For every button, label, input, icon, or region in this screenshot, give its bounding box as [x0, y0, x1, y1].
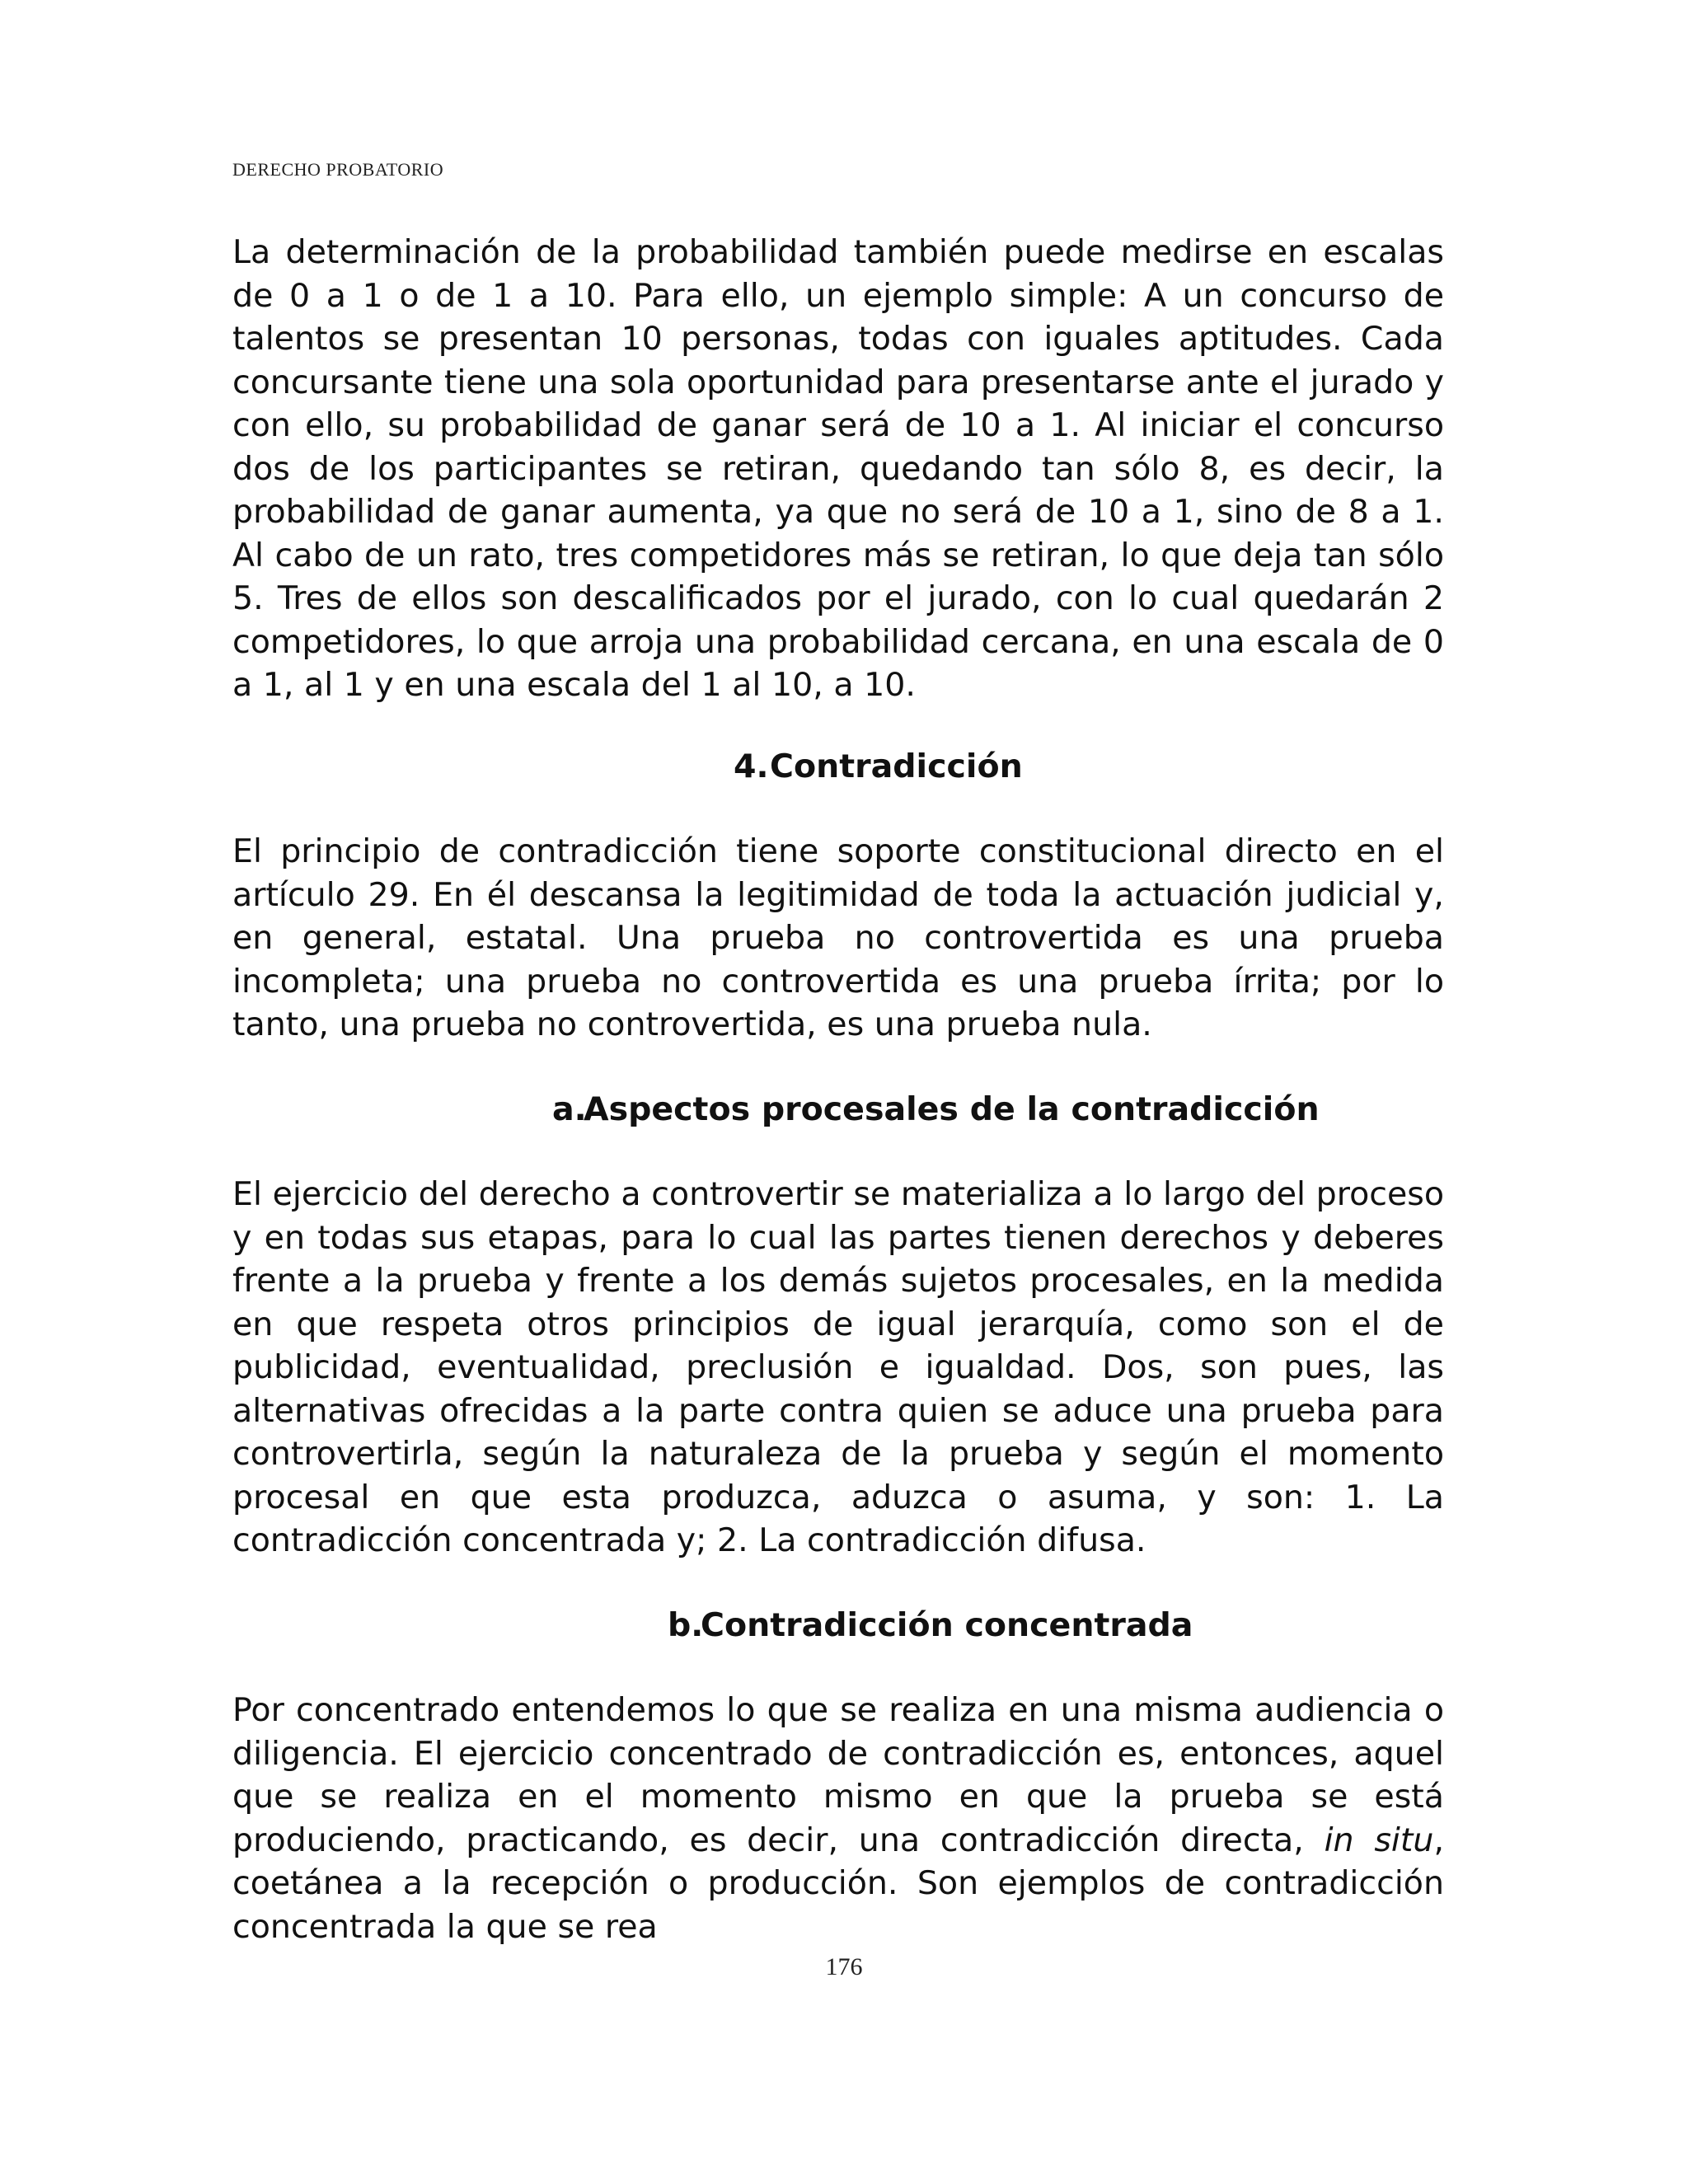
paragraph-text: Por concentrado entendemos lo que se realiza en una misma audiencia o diligencia. El ejercicio concentrado de contradicción es, entonces, aquel que se realiza en el momento mismo en que la prueba se está produciendo, practicando, es decir, una contradicción directa,	[232, 1691, 1444, 1859]
section-heading-contradiccion	[232, 745, 1444, 789]
paragraph-contradiccion: El principio de contradicción tiene soporte constitucional directo en el artículo 29. En él descansa la legitimidad de toda la actuación judicial y, en general, estatal. Una prueba no controvertida es una prueba incompleta; una prueba no controvertida es una prueba írrita; por lo tanto, una prueba no controvertida, es una prueba nula.	[232, 832, 1444, 1043]
page-number: 176	[825, 1953, 863, 1980]
paragraph-probability: La determinación de la probabilidad también puede medirse en escalas de 0 a 1 o de 1 a 10. Para ello, un ejemplo simple: A un concurso de talentos se presentan 10 personas, todas con iguales aptitudes. Cada concursante tiene una sola oportunidad para presentarse ante el jurado y con ello, su probabilidad de ganar será de 10 a 1. Al iniciar el concurso dos de los participantes se retiran, quedando tan sólo 8, es decir, la probabilidad de ganar aumenta, ya que no será de 10 a 1, sino de 8 a 1. Al cabo de un rato, tres competidores más se retiran, lo que deja tan sólo 5. Tres de ellos son descalificados por el jurado, con lo cual quedarán 2 competidores, lo que arroja una probabilidad cercana, en una escala de 0 a 1, al 1 y en una escala del 1 al 10, a 10.	[232, 233, 1444, 704]
italic-term: in situ	[1324, 1821, 1434, 1859]
subsection-title: Contradicción concentrada	[701, 1605, 1193, 1644]
page-body	[232, 231, 1444, 1948]
subsection-letter: a.	[552, 1090, 587, 1128]
subsection-heading-aspectos	[232, 1088, 1444, 1132]
subsection-title: Aspectos procesales de la contradicción	[584, 1090, 1320, 1128]
section-title: Contradicción	[770, 747, 1023, 785]
paragraph-aspectos: El ejercicio del derecho a controvertir se materializa a lo largo del proceso y en todas sus etapas, para lo cual las partes tienen derechos y deberes frente a la prueba y frente a los demás sujetos procesales, en la medida en que respeta otros principios de igual jerarquía, como son el de publicidad, eventualidad, preclusión e igualdad. Dos, son pues, las alternativas ofrecidas a la parte contra quien se aduce una prueba para controvertirla, según la naturaleza de la prueba y según el momento procesal en que esta produzca, aduzca o asuma, y son: 1. La contradicción concentrada y; 2. La contradicción difusa.	[232, 1175, 1444, 1559]
paragraph-concentrada	[232, 1689, 1444, 1948]
subsection-letter: b.	[668, 1605, 704, 1644]
running-header: DERECHO PROBATORIO	[232, 159, 444, 180]
section-number: 4.	[734, 747, 769, 785]
subsection-heading-concentrada	[232, 1604, 1444, 1647]
paragraph-text: , coetánea a la recepción o producción. Son ejemplos de contradicción concentrada la que se rea	[232, 1821, 1444, 1946]
